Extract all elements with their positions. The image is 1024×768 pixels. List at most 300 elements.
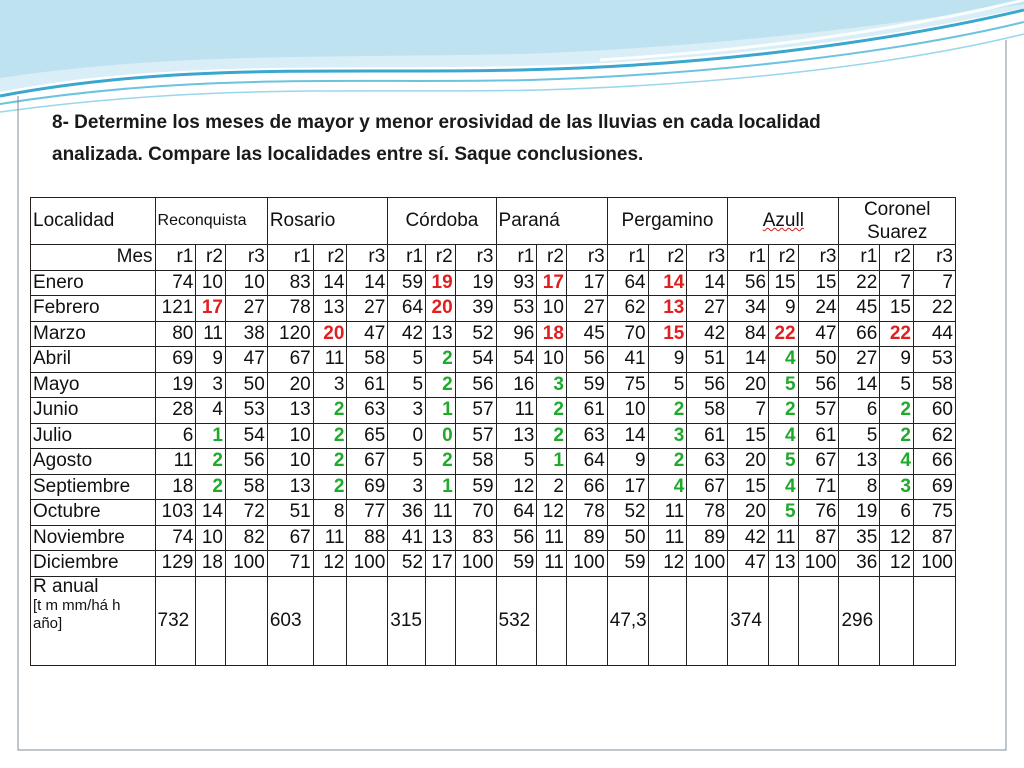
value-cell: 14 (607, 423, 648, 449)
value-cell: 0 (426, 423, 456, 449)
value-cell: 129 (155, 551, 196, 577)
value-cell: 12 (880, 525, 914, 551)
value-cell: 64 (496, 500, 537, 526)
value-cell: 93 (496, 270, 537, 296)
value-cell: 50 (225, 372, 267, 398)
mes-header: Mes (31, 245, 156, 271)
value-cell: 51 (267, 500, 313, 526)
subheader-cell: r3 (347, 245, 388, 271)
value-cell: 4 (196, 398, 226, 424)
value-cell: 100 (347, 551, 388, 577)
value-cell: 3 (537, 372, 567, 398)
locality-cordoba: Córdoba (388, 198, 496, 245)
value-cell: 53 (496, 296, 537, 322)
subheader-cell: r1 (607, 245, 648, 271)
value-cell: 72 (225, 500, 267, 526)
value-cell: 12 (880, 551, 914, 577)
value-cell: 10 (267, 423, 313, 449)
value-cell: 100 (798, 551, 839, 577)
value-cell: 20 (728, 449, 769, 475)
value-cell: 20 (267, 372, 313, 398)
value-cell: 58 (225, 474, 267, 500)
value-cell: 63 (566, 423, 607, 449)
value-cell: 4 (880, 449, 914, 475)
value-cell: 120 (267, 321, 313, 347)
value-cell: 0 (388, 423, 426, 449)
value-cell: 11 (769, 525, 799, 551)
value-cell: 67 (347, 449, 388, 475)
table-row (31, 372, 956, 398)
value-cell: 54 (455, 347, 496, 373)
value-cell: 96 (496, 321, 537, 347)
value-cell: 70 (455, 500, 496, 526)
value-cell: 15 (798, 270, 839, 296)
value-cell: 4 (769, 347, 799, 373)
value-cell: 13 (426, 525, 456, 551)
value-cell: 11 (537, 525, 567, 551)
value-cell: 6 (155, 423, 196, 449)
value-cell: 27 (566, 296, 607, 322)
table-row (31, 500, 956, 526)
value-cell: 3 (313, 372, 347, 398)
value-cell: 15 (728, 423, 769, 449)
value-cell: 83 (267, 270, 313, 296)
value-cell: 9 (769, 296, 799, 322)
value-cell: 2 (313, 423, 347, 449)
value-cell: 17 (566, 270, 607, 296)
locality-reconquista: Reconquista (155, 198, 267, 245)
value-cell: 11 (426, 500, 456, 526)
month-label: Junio (31, 398, 156, 424)
value-cell: 75 (607, 372, 648, 398)
subheader-cell: r2 (880, 245, 914, 271)
value-cell: 10 (196, 270, 226, 296)
value-cell: 10 (607, 398, 648, 424)
locality-azul-label: Azull (762, 210, 804, 231)
value-cell: 59 (607, 551, 648, 577)
value-cell: 18 (537, 321, 567, 347)
locality-azul (728, 198, 839, 245)
value-cell: 20 (313, 321, 347, 347)
value-cell: 15 (648, 321, 687, 347)
annual-empty-cell (880, 576, 914, 665)
value-cell: 65 (347, 423, 388, 449)
value-cell: 20 (728, 372, 769, 398)
value-cell: 1 (537, 449, 567, 475)
value-cell: 52 (607, 500, 648, 526)
value-cell: 57 (455, 398, 496, 424)
annual-value: 296 (839, 576, 880, 665)
annual-value: 732 (155, 576, 196, 665)
value-cell: 12 (648, 551, 687, 577)
value-cell: 15 (880, 296, 914, 322)
value-cell: 7 (913, 270, 955, 296)
value-cell: 12 (496, 474, 537, 500)
value-cell: 52 (455, 321, 496, 347)
value-cell: 17 (426, 551, 456, 577)
value-cell: 18 (196, 551, 226, 577)
value-cell: 2 (648, 449, 687, 475)
subheader-cell: r2 (648, 245, 687, 271)
value-cell: 22 (880, 321, 914, 347)
value-cell: 66 (913, 449, 955, 475)
value-cell: 24 (798, 296, 839, 322)
value-cell: 56 (225, 449, 267, 475)
value-cell: 76 (798, 500, 839, 526)
value-cell: 74 (155, 525, 196, 551)
value-cell: 41 (607, 347, 648, 373)
value-cell: 2 (769, 398, 799, 424)
value-cell: 13 (426, 321, 456, 347)
value-cell: 6 (880, 500, 914, 526)
table-row (31, 551, 956, 577)
value-cell: 4 (769, 423, 799, 449)
annual-value: 47,3 (607, 576, 648, 665)
subheader-cell: r3 (566, 245, 607, 271)
subheader-cell: r3 (455, 245, 496, 271)
value-cell: 62 (607, 296, 648, 322)
annual-value: 532 (496, 576, 537, 665)
value-cell: 121 (155, 296, 196, 322)
value-cell: 19 (155, 372, 196, 398)
erosivity-table (30, 197, 956, 666)
value-cell: 13 (313, 296, 347, 322)
value-cell: 74 (155, 270, 196, 296)
value-cell: 89 (566, 525, 607, 551)
value-cell: 61 (798, 423, 839, 449)
table-row (31, 423, 956, 449)
value-cell: 5 (769, 372, 799, 398)
value-cell: 84 (728, 321, 769, 347)
value-cell: 50 (607, 525, 648, 551)
month-label: Agosto (31, 449, 156, 475)
locality-coronel-line1: Coronel (863, 199, 931, 220)
value-cell: 42 (687, 321, 728, 347)
value-cell: 69 (347, 474, 388, 500)
subheader-cell: r2 (196, 245, 226, 271)
value-cell: 5 (388, 449, 426, 475)
value-cell: 61 (566, 398, 607, 424)
value-cell: 47 (225, 347, 267, 373)
value-cell: 78 (267, 296, 313, 322)
localidad-header: Localidad (31, 198, 156, 245)
value-cell: 1 (196, 423, 226, 449)
value-cell: 1 (426, 474, 456, 500)
value-cell: 17 (196, 296, 226, 322)
value-cell: 56 (728, 270, 769, 296)
value-cell: 63 (687, 449, 728, 475)
value-cell: 2 (537, 398, 567, 424)
annual-label (31, 576, 156, 665)
value-cell: 100 (225, 551, 267, 577)
value-cell: 5 (880, 372, 914, 398)
value-cell: 19 (426, 270, 456, 296)
subheader-cell: r2 (313, 245, 347, 271)
value-cell: 60 (913, 398, 955, 424)
value-cell: 20 (728, 500, 769, 526)
value-cell: 10 (537, 296, 567, 322)
value-cell: 27 (687, 296, 728, 322)
value-cell: 27 (347, 296, 388, 322)
value-cell: 9 (607, 449, 648, 475)
value-cell: 2 (426, 347, 456, 373)
value-cell: 11 (196, 321, 226, 347)
value-cell: 70 (607, 321, 648, 347)
value-cell: 2 (648, 398, 687, 424)
value-cell: 12 (537, 500, 567, 526)
value-cell: 58 (687, 398, 728, 424)
value-cell: 62 (913, 423, 955, 449)
value-cell: 2 (426, 449, 456, 475)
value-cell: 20 (426, 296, 456, 322)
subheader-cell: r1 (496, 245, 537, 271)
value-cell: 11 (537, 551, 567, 577)
value-cell: 28 (155, 398, 196, 424)
value-cell: 5 (769, 449, 799, 475)
value-cell: 45 (839, 296, 880, 322)
value-cell: 87 (913, 525, 955, 551)
annual-unit-line1: [t m mm/há h (33, 596, 121, 614)
value-cell: 14 (728, 347, 769, 373)
value-cell: 2 (196, 474, 226, 500)
annual-empty-cell (537, 576, 567, 665)
value-cell: 54 (496, 347, 537, 373)
value-cell: 100 (455, 551, 496, 577)
subheader-cell: r2 (426, 245, 456, 271)
value-cell: 44 (913, 321, 955, 347)
value-cell: 11 (155, 449, 196, 475)
value-cell: 3 (648, 423, 687, 449)
annual-empty-cell (687, 576, 728, 665)
value-cell: 2 (313, 398, 347, 424)
value-cell: 78 (687, 500, 728, 526)
value-cell: 78 (566, 500, 607, 526)
value-cell: 13 (769, 551, 799, 577)
annual-title: R anual (33, 576, 99, 597)
value-cell: 2 (880, 423, 914, 449)
exercise-prompt (52, 107, 992, 171)
value-cell: 11 (496, 398, 537, 424)
annual-empty-cell (196, 576, 226, 665)
annual-unit-line2: año] (33, 614, 63, 632)
value-cell: 56 (455, 372, 496, 398)
locality-coronel-suarez (839, 198, 956, 245)
value-cell: 66 (839, 321, 880, 347)
value-cell: 2 (537, 474, 567, 500)
value-cell: 67 (687, 474, 728, 500)
value-cell: 66 (566, 474, 607, 500)
annual-empty-cell (313, 576, 347, 665)
value-cell: 11 (648, 500, 687, 526)
value-cell: 2 (426, 372, 456, 398)
value-cell: 17 (537, 270, 567, 296)
value-cell: 14 (196, 500, 226, 526)
month-label: Noviembre (31, 525, 156, 551)
annual-empty-cell (426, 576, 456, 665)
value-cell: 6 (839, 398, 880, 424)
value-cell: 71 (798, 474, 839, 500)
value-cell: 13 (648, 296, 687, 322)
value-cell: 36 (839, 551, 880, 577)
annual-empty-cell (769, 576, 799, 665)
value-cell: 5 (839, 423, 880, 449)
value-cell: 5 (769, 500, 799, 526)
table-row (31, 347, 956, 373)
month-label: Mayo (31, 372, 156, 398)
value-cell: 75 (913, 500, 955, 526)
value-cell: 47 (798, 321, 839, 347)
value-cell: 100 (913, 551, 955, 577)
value-cell: 42 (388, 321, 426, 347)
annual-value: 374 (728, 576, 769, 665)
value-cell: 34 (728, 296, 769, 322)
value-cell: 61 (347, 372, 388, 398)
value-cell: 2 (196, 449, 226, 475)
value-cell: 9 (880, 347, 914, 373)
value-cell: 10 (225, 270, 267, 296)
value-cell: 2 (313, 449, 347, 475)
value-cell: 3 (388, 474, 426, 500)
value-cell: 9 (196, 347, 226, 373)
value-cell: 47 (728, 551, 769, 577)
value-cell: 3 (880, 474, 914, 500)
value-cell: 22 (769, 321, 799, 347)
value-cell: 17 (607, 474, 648, 500)
value-cell: 67 (798, 449, 839, 475)
value-cell: 64 (566, 449, 607, 475)
table-row (31, 270, 956, 296)
value-cell: 57 (798, 398, 839, 424)
value-cell: 3 (388, 398, 426, 424)
value-cell: 42 (728, 525, 769, 551)
value-cell: 59 (566, 372, 607, 398)
value-cell: 45 (566, 321, 607, 347)
locality-header-row (31, 198, 956, 245)
annual-empty-cell (648, 576, 687, 665)
subheader-cell: r1 (839, 245, 880, 271)
table-row (31, 525, 956, 551)
value-cell: 22 (839, 270, 880, 296)
value-cell: 59 (496, 551, 537, 577)
annual-empty-cell (798, 576, 839, 665)
value-cell: 39 (455, 296, 496, 322)
prompt-line-2: analizada. Compare las localidades entre sí. Saque conclusiones. (52, 144, 644, 165)
value-cell: 89 (687, 525, 728, 551)
value-cell: 82 (225, 525, 267, 551)
value-cell: 56 (798, 372, 839, 398)
value-cell: 71 (267, 551, 313, 577)
value-cell: 14 (687, 270, 728, 296)
value-cell: 8 (313, 500, 347, 526)
value-cell: 11 (313, 347, 347, 373)
value-cell: 63 (347, 398, 388, 424)
value-cell: 19 (839, 500, 880, 526)
value-cell: 53 (913, 347, 955, 373)
annual-row (31, 576, 956, 665)
value-cell: 69 (913, 474, 955, 500)
locality-coronel-line2: Suarez (867, 222, 928, 243)
value-cell: 12 (313, 551, 347, 577)
value-cell: 13 (496, 423, 537, 449)
value-cell: 11 (313, 525, 347, 551)
value-cell: 19 (455, 270, 496, 296)
subheader-cell: r3 (225, 245, 267, 271)
value-cell: 5 (388, 372, 426, 398)
annual-empty-cell (566, 576, 607, 665)
value-cell: 8 (839, 474, 880, 500)
month-label: Abril (31, 347, 156, 373)
table-row (31, 398, 956, 424)
month-label: Febrero (31, 296, 156, 322)
value-cell: 87 (798, 525, 839, 551)
value-cell: 56 (496, 525, 537, 551)
annual-empty-cell (225, 576, 267, 665)
subheader-cell: r3 (687, 245, 728, 271)
table-row (31, 321, 956, 347)
month-label: Septiembre (31, 474, 156, 500)
value-cell: 38 (225, 321, 267, 347)
month-label: Diciembre (31, 551, 156, 577)
value-cell: 100 (687, 551, 728, 577)
value-cell: 4 (769, 474, 799, 500)
value-cell: 13 (839, 449, 880, 475)
value-cell: 10 (537, 347, 567, 373)
annual-empty-cell (913, 576, 955, 665)
value-cell: 67 (267, 525, 313, 551)
value-cell: 52 (388, 551, 426, 577)
subheader-cell: r3 (798, 245, 839, 271)
value-cell: 83 (455, 525, 496, 551)
subheader-cell: r1 (267, 245, 313, 271)
table-row (31, 474, 956, 500)
value-cell: 2 (313, 474, 347, 500)
table-row (31, 296, 956, 322)
value-cell: 15 (728, 474, 769, 500)
value-cell: 69 (155, 347, 196, 373)
value-cell: 56 (687, 372, 728, 398)
value-cell: 53 (225, 398, 267, 424)
value-cell: 27 (839, 347, 880, 373)
value-cell: 10 (196, 525, 226, 551)
value-cell: 14 (313, 270, 347, 296)
value-cell: 58 (455, 449, 496, 475)
value-cell: 64 (388, 296, 426, 322)
value-cell: 51 (687, 347, 728, 373)
value-cell: 3 (196, 372, 226, 398)
value-cell: 57 (455, 423, 496, 449)
annual-value: 603 (267, 576, 313, 665)
value-cell: 59 (388, 270, 426, 296)
value-cell: 47 (347, 321, 388, 347)
value-cell: 4 (648, 474, 687, 500)
value-cell: 41 (388, 525, 426, 551)
value-cell: 14 (839, 372, 880, 398)
value-cell: 36 (388, 500, 426, 526)
value-cell: 16 (496, 372, 537, 398)
subheader-cell: r2 (537, 245, 567, 271)
annual-value: 315 (388, 576, 426, 665)
month-label: Enero (31, 270, 156, 296)
value-cell: 77 (347, 500, 388, 526)
value-cell: 50 (798, 347, 839, 373)
subheader-row (31, 245, 956, 271)
value-cell: 67 (267, 347, 313, 373)
value-cell: 18 (155, 474, 196, 500)
annual-empty-cell (455, 576, 496, 665)
value-cell: 58 (347, 347, 388, 373)
table-row (31, 449, 956, 475)
value-cell: 13 (267, 398, 313, 424)
